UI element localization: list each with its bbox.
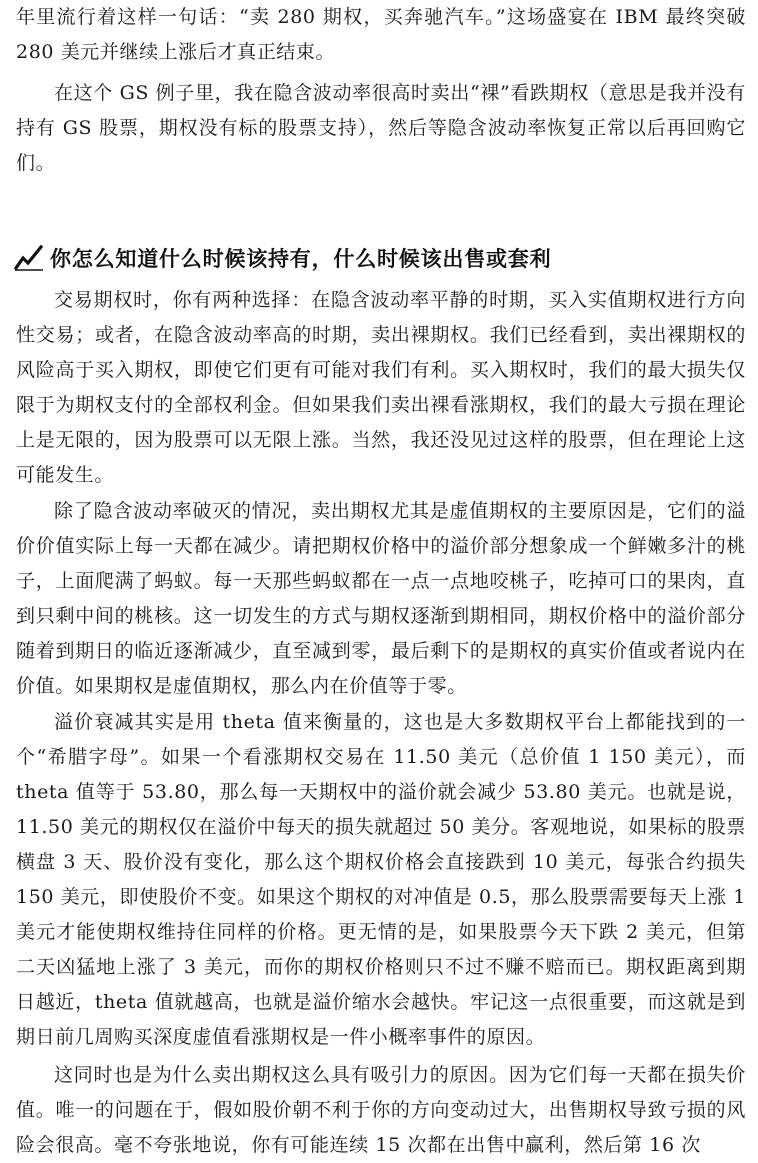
section-heading	[14, 240, 744, 276]
paragraph-selling-appeal: 这同时也是为什么卖出期权这么具有吸引力的原因。因为它们每一天都在损失价值。唯一的问题在于，假如股价朝不利于你的方向变动过大，出售期权导致亏损的风险会很高。毫不夸张地说，你有可能连续 15 次都在出售中赢利，然后第 16 次	[16, 1064, 746, 1156]
section-heading-text: 你怎么知道什么时候该持有，什么时候该出售或套利	[50, 247, 552, 271]
paragraph-premium-decay: 除了隐含波动率破灭的情况，卖出期权尤其是虚值期权的主要原因是，它们的溢价价值实际上每一天都在减少。请把期权价格中的溢价部分想象成一个鲜嫩多汁的桃子，上面爬满了蚂蚁。每一天那些蚂蚁都在一点一点地咬桃子，吃掉可口的果肉，直到只剩中间的桃核。这一切发生的方式与期权逐渐到期相同，期权价格中的溢价部分随着到期日的临近逐渐减少，直至减到零，最后剩下的是期权的真实价值或者说内在价值。如果期权是虚值期权，那么内在价值等于零。	[16, 500, 746, 697]
paragraph-theta: 溢价衰减其实是用 theta 值来衡量的，这也是大多数期权平台上都能找到的一个“希腊字母”。如果一个看涨期权交易在 11.50 美元（总价值 1 150 美元），而 theta 值等于 53.80，那么每一天期权中的溢价就会减少 53.80 美元。也就是说，11.50 美元的期权仅在溢价中每天的损失就超过 50 美分。客观地说，如果标的股票横盘 3 天、股价没有变化，那么这个期权价格会直接跌到 10 美元，每张合约损失 150 美元，即使股价不变。如果这个期权的对冲值是 0.5，那么股票需要每天上涨 1 美元才能使期权维持住同样的价格。更无情的是，如果股票今天下跌 2 美元，但第二天凶猛地上涨了 3 美元，而你的期权价格则只不过不赚不赔而已。期权距离到期日越近，theta 值就越高，也就是溢价缩水会越快。牢记这一点很重要，而这就是到期日前几周购买深度虚值看涨期权是一件小概率事件的原因。	[16, 711, 746, 1048]
paragraph-continued: 年里流行着这样一句话：“卖 280 期权，买奔驰汽车。”这场盛宴在 IBM 最终突破 280 美元并继续上涨后才真正结束。	[16, 6, 746, 63]
trend-line-icon	[14, 244, 44, 272]
paragraph-gs-example: 在这个 GS 例子里，我在隐含波动率很高时卖出“裸”看跌期权（意思是我并没有持有 GS 股票，期权没有标的股票支持），然后等隐含波动率恢复正常以后再回购它们。	[16, 82, 746, 174]
paragraph-two-choices: 交易期权时，你有两种选择：在隐含波动率平静的时期，买入实值期权进行方向性交易；或者，在隐含波动率高的时期，卖出裸期权。我们已经看到，卖出裸期权的风险高于买入期权，即使它们更有可能对我们有利。买入期权时，我们的最大损失仅限于为期权支付的全部权利金。但如果我们卖出裸看涨期权，我们的最大亏损在理论上是无限的，因为股票可以无限上涨。当然，我还没见过这样的股票，但在理论上这可能发生。	[16, 289, 746, 486]
